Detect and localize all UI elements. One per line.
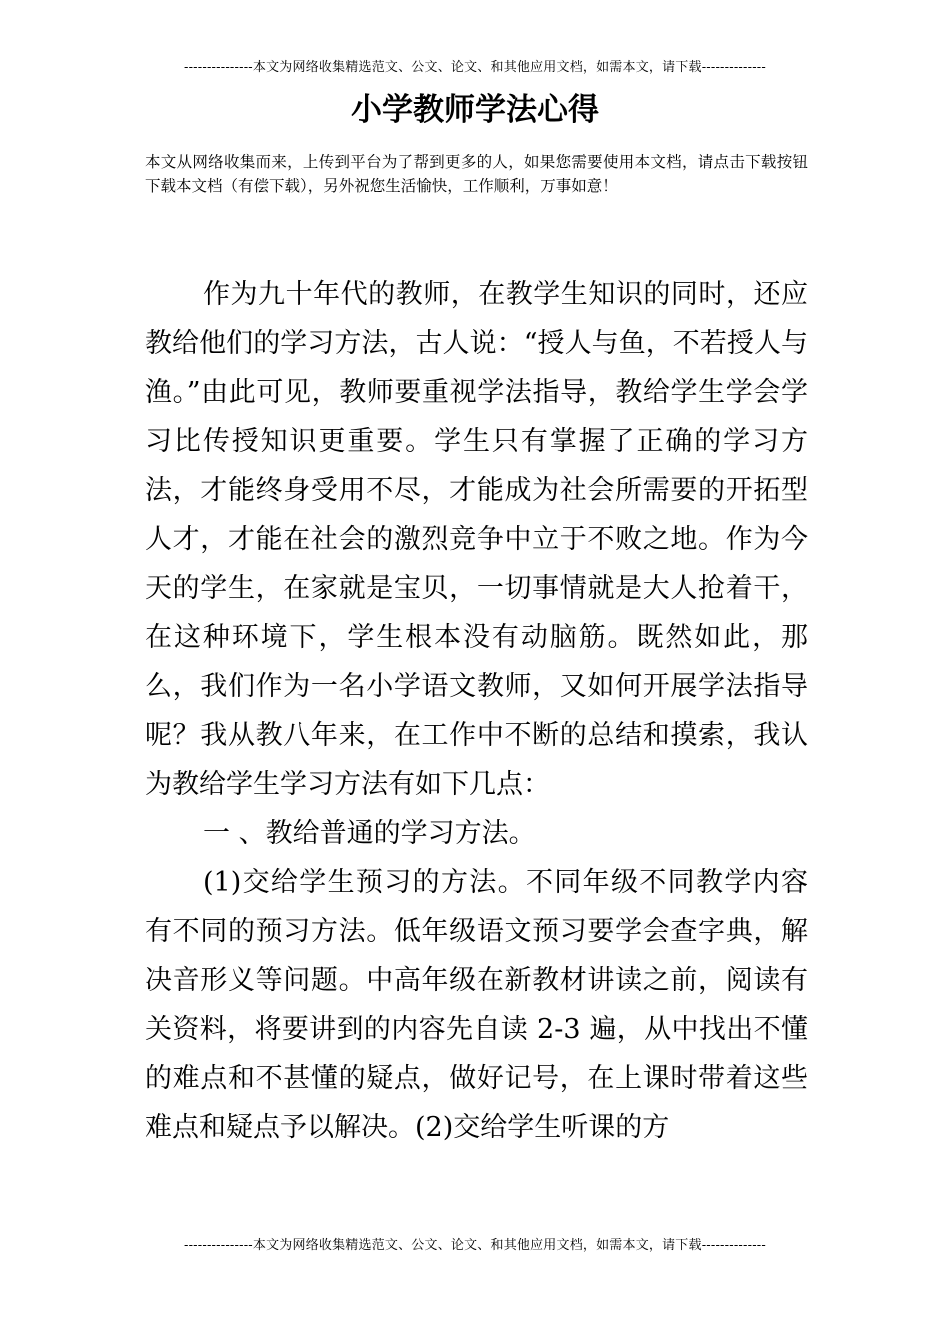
section-heading-1: 一 、教给普通的学习方法。 (203, 818, 536, 849)
body-paragraph-2: (1)交给学生预习的方法。不同年级不同教学内容有不同的预习方法。低年级语文预习要学会查字典，解决音形义等问题。中高年级在新教材讲读之前，阅读有关资料，将要讲到的内容先自读 2-3 遍，从中找出不懂的难点和不甚懂的疑点，做好记号，在上课时带着这些难点和疑点予以解决。(2)交给学生听课的方 (145, 867, 808, 1143)
document-body (145, 270, 808, 1152)
intro-note: 本文从网络收集而来，上传到平台为了帮到更多的人，如果您需要使用本文档，请点击下载按钮下载本文档（有偿下载），另外祝您生活愉快，工作顺利，万事如意！ (145, 153, 808, 195)
footer-banner: ---------------本文为网络收集精选范文、公文、论文、和其他应用文档，如需本文，请下载-------------- (184, 1238, 766, 1253)
body-paragraph-1: 作为九十年代的教师，在教学生知识的同时，还应教给他们的学习方法，古人说：“授人与鱼，不若授人与渔。”由此可见，教师要重视学法指导，教给学生学会学习比传授知识更重要。学生只有掌握了正确的学习方法，才能终身受用不尽，才能成为社会所需要的开拓型人才，才能在社会的激烈竞争中立于不败之地。作为今天的学生，在家就是宝贝，一切事情就是大人抢着干，在这种环境下，学生根本没有动脑筋。既然如此，那么，我们作为一名小学语文教师，又如何开展学法指导呢？我从教八年来，在工作中不断的总结和摸索，我认为教给学生学习方法有如下几点： (145, 279, 808, 800)
header-banner: ---------------本文为网络收集精选范文、公文、论文、和其他应用文档，如需本文，请下载-------------- (184, 60, 766, 75)
document-title: 小学教师学法心得 (351, 92, 599, 128)
